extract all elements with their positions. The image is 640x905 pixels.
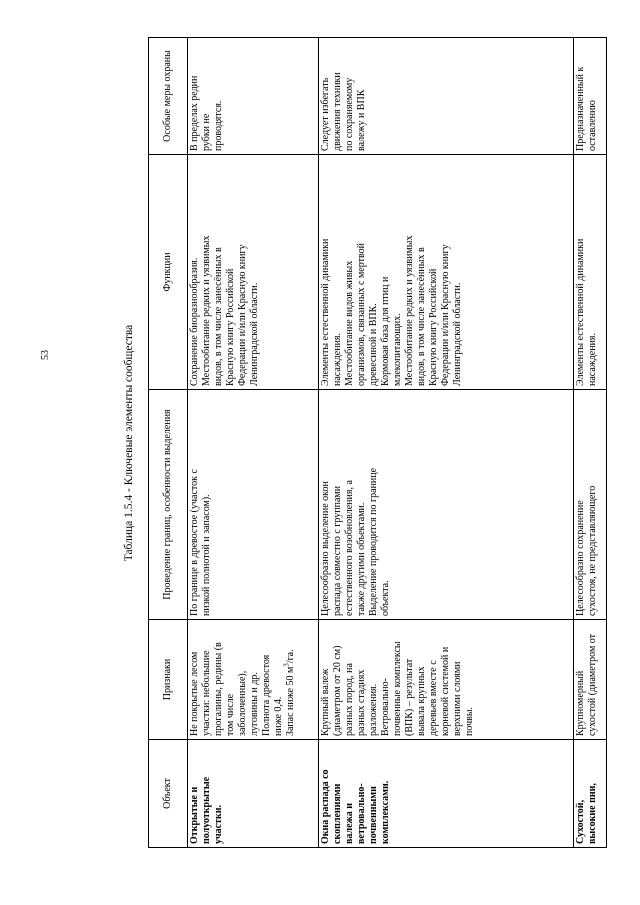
text-line: скоплениями [332, 783, 343, 844]
text-line: млекопитающих. [392, 313, 403, 386]
text-line: ниже 0,4. [273, 696, 284, 736]
text-line: Кормовая база для птиц и [380, 276, 391, 386]
table-row [188, 38, 319, 848]
text-line: Не покрытые лесом [189, 651, 200, 736]
text-line: низкой полнотой и запасом). [201, 494, 212, 616]
text-line: также другими объектами. [356, 502, 367, 616]
table-caption: Таблица 1.5.4 - Ключевые элементы сообщества [123, 324, 135, 562]
text-line: организмов, связанных с мертвой [356, 243, 367, 386]
text-line: луговины и др. [249, 672, 260, 736]
protection-cell [319, 38, 574, 155]
functions-cell [574, 155, 607, 390]
text-line: по сохраняемому [344, 77, 355, 151]
table-header-row [149, 38, 188, 848]
text-line: проводятся. [213, 100, 224, 151]
text-line: По границе в древостое (участок с [189, 469, 200, 616]
text-line: Окна распада со [320, 769, 331, 844]
protection-cell [574, 38, 607, 155]
object-cell [319, 740, 574, 848]
boundary-cell [574, 390, 607, 620]
text-line [282, 623, 297, 736]
text-line: прогалины, редины (в [213, 642, 224, 736]
text-line: участки: небольшие [201, 650, 212, 736]
text-line: Красную книгу Российской [225, 268, 236, 386]
text-line: Ленинградской области. [249, 282, 260, 386]
text-line: разных пород, на [344, 663, 355, 736]
text-line: Федерации и/или Красную книгу [440, 244, 451, 386]
key-elements-table [148, 37, 607, 848]
object-cell [188, 740, 319, 848]
text-line: Следует избегать [320, 77, 331, 151]
text-line: валежу и ВПК [356, 89, 367, 151]
column-header: Признаки [149, 620, 188, 740]
text-line: Местообитание видов живых [344, 260, 355, 386]
text-line: Открытые и [189, 786, 200, 844]
signs-cell [188, 620, 319, 740]
protection-cell [188, 38, 319, 155]
text-line: Крупный валеж [320, 668, 331, 736]
superscript: 3 [282, 663, 291, 667]
text-line: сухостоя, не представляющего [587, 485, 598, 616]
text-line: (ВПК) – результат [404, 658, 415, 736]
column-header: Функции [149, 155, 188, 390]
text-line: корневой системой и [440, 646, 451, 736]
text-line: Элементы естественной динамики [575, 238, 586, 386]
text-line: Сохранение биоразнообразия. [189, 257, 200, 386]
table-row [574, 38, 607, 848]
text-line: Красную книгу Российской [428, 268, 439, 386]
text-line: разных стадиях [356, 669, 367, 736]
text-line: Местообитание редких и уязвимых [201, 235, 212, 386]
text-line: Целесообразно выделение окон [320, 481, 331, 616]
text-line: Элементы естественной динамики [320, 238, 331, 386]
text-line: участки. [213, 804, 224, 844]
text-line: Предназначенный к [575, 66, 586, 151]
text-line: деревьев вместе с [428, 660, 439, 736]
object-cell [574, 740, 607, 848]
signs-cell [319, 620, 574, 740]
text-line: валежа и [344, 802, 355, 844]
text-line: рубки не [201, 113, 212, 151]
text-line: насаждения. [332, 332, 343, 386]
text-line: естественного возобновления, а [344, 480, 355, 616]
text-line: том числе [225, 693, 236, 736]
column-header: Проведение границ, особенности выделения [149, 390, 188, 620]
text-line: видов, в том числе занесённых в [213, 247, 224, 386]
text-line: разложения. [368, 683, 379, 736]
text-line: Выделение проводится по границе [368, 467, 379, 616]
text-line: высокие пни, [587, 783, 598, 844]
rotated-table-page [118, 38, 623, 848]
text-line: Крупномерный [575, 670, 586, 736]
functions-cell [319, 155, 574, 390]
text-line: В пределах редин [189, 75, 200, 151]
text-line: (диаметром от 20 см) [332, 645, 343, 736]
text-line: объекта. [380, 580, 391, 616]
text-line: вывала крупных [416, 666, 427, 736]
column-header: Объект [149, 740, 188, 848]
stock-text: Запас ниже 50 м [285, 666, 296, 736]
text-line: Целесообразно сохранение [575, 500, 586, 616]
text-line: сухостой (диаметром от [587, 633, 598, 736]
text-line: Местообитание редких и уязвимых [404, 235, 415, 386]
boundary-cell [188, 390, 319, 620]
text-line: Ленинградской области. [452, 282, 463, 386]
text-line: видов, в том числе занесённых в [416, 247, 427, 386]
boundary-cell [319, 390, 574, 620]
text-line: оставлению [587, 100, 598, 151]
stock-unit: /га. [285, 649, 296, 664]
signs-cell [574, 620, 607, 740]
text-line: Сухостой, [575, 799, 586, 844]
text-line: верхними слоями [452, 661, 463, 736]
text-line: ветровально- [356, 783, 367, 844]
text-line: древесиной и ВПК. [368, 303, 379, 386]
text-line: движения техники [332, 72, 343, 151]
text-line: комплексами. [380, 780, 391, 844]
text-line: Ветровально- [380, 678, 391, 736]
page-number: 53 [40, 350, 51, 360]
text-line: Полнота древостоя [261, 654, 272, 736]
text-line: полуоткрытые [201, 776, 212, 844]
text-line: почвенными [368, 786, 379, 844]
table-row [319, 38, 574, 848]
column-header: Особые меры охраны [149, 38, 188, 155]
text-line: Федерации и/или Красную книгу [237, 244, 248, 386]
text-line: распада совместно с группами [332, 485, 343, 616]
text-line: почвы. [464, 706, 475, 736]
functions-cell [188, 155, 319, 390]
text-line: заболоченные), [237, 670, 248, 736]
text-line: насаждения. [587, 332, 598, 386]
text-line: почвенные комплексы [392, 641, 403, 736]
